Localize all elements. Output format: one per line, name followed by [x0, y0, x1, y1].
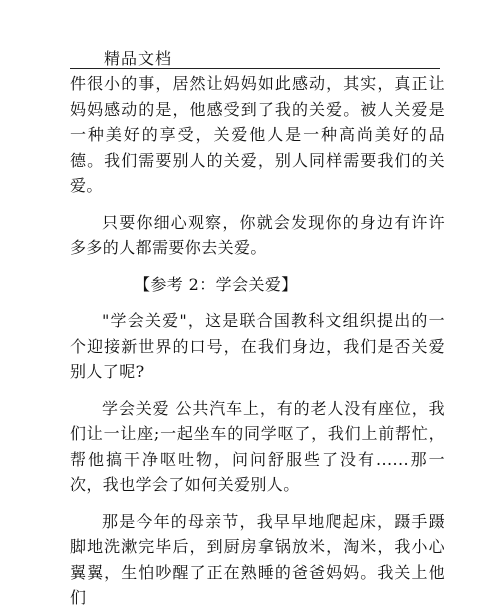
paragraph-5: 学会关爱 公共汽车上，有的老人没有座位，我们让一让座;一起坐车的同学呕了，我们上前帮忙，帮他搞干净呕吐物，问问舒服些了没有......那一次，我也学会了如何关爱别人。: [70, 398, 445, 494]
header-divider: [70, 68, 440, 69]
paragraph-1: 件很小的事，居然让妈妈如此感动，其实，真正让妈妈感动的是，他感受到了我的关爱。被人关爱是一种美好的享受，关爱他人是一种高尚美好的品德。我们需要别人的关爱，别人同样需要我们的关爱。: [70, 74, 445, 195]
paragraph-gap: [70, 498, 445, 509]
paragraph-6: 那是今年的母亲节，我早早地爬起床，蹑手蹑脚地洗漱完毕后，到厨房拿锅放米，淘米，我小心翼翼，生怕吵醒了正在熟睡的爸爸妈妈。我关上他们: [70, 511, 445, 607]
paragraph-4: "学会关爱"，这是联合国教科文组织提出的一个迎接新世界的口号，在我们身边，我们是否关爱别人了呢?: [70, 311, 445, 381]
document-header-title: 精品文档: [104, 49, 173, 68]
paragraph-gap: [70, 199, 445, 210]
document-body: [70, 71, 445, 611]
paragraph-gap: [70, 261, 445, 272]
reference-heading: 【参考 2：学会关爱】: [134, 274, 298, 294]
paragraph-2: 只要你细心观察，你就会发现你的身边有许许多多的人都需要你去关爱。: [70, 212, 445, 257]
paragraph-gap: [70, 385, 445, 396]
paragraph-gap: [70, 297, 445, 308]
